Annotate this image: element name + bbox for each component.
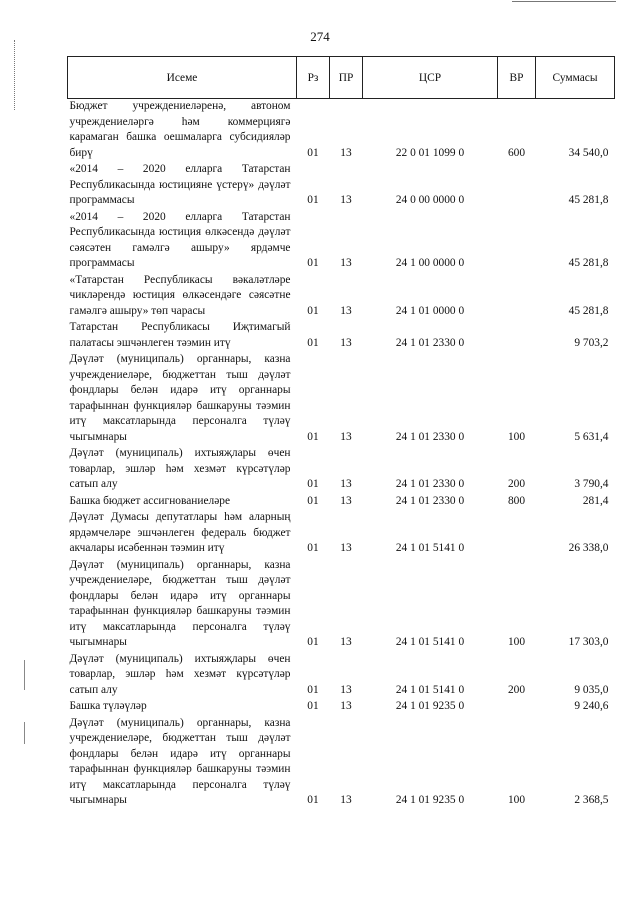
header-vr: ВР bbox=[498, 57, 536, 99]
row-rz-cell: 01 bbox=[307, 257, 319, 269]
scan-margin-marks bbox=[14, 40, 17, 110]
header-pr: ПР bbox=[330, 57, 363, 99]
header-csr: ЦСР bbox=[363, 57, 498, 99]
row-csr-cell: 24 1 01 9235 0 bbox=[395, 700, 465, 712]
row-vr-cell: 100 bbox=[507, 430, 526, 443]
page-number: 274 bbox=[310, 29, 330, 44]
row-sum-cell: 281,4 bbox=[582, 494, 609, 507]
row-rz-cell: 01 bbox=[307, 700, 319, 712]
row-csr-cell: 24 1 01 5141 0 bbox=[395, 636, 465, 648]
row-sum-cell: 9 703,2 bbox=[574, 336, 609, 349]
row-rz-cell: 01 bbox=[307, 494, 319, 507]
row-vr-cell: 100 bbox=[507, 794, 526, 806]
row-name-cell: Башка бюджет ассигнованиеләре bbox=[69, 494, 231, 507]
scan-margin-bar bbox=[24, 722, 25, 744]
row-rz-cell: 01 bbox=[307, 430, 319, 443]
row-pr-cell: 13 bbox=[340, 478, 352, 490]
row-rz-cell: 01 bbox=[307, 542, 319, 554]
row-name-cell: Дәүләт (муниципаль) ихтыяҗлары өчен товарлар, эшләр һәм хезмәт күрсәтүләр сатып алу bbox=[69, 652, 291, 696]
row-pr-cell: 13 bbox=[340, 257, 352, 269]
row-rz-cell: 01 bbox=[307, 636, 319, 648]
row-vr-cell bbox=[498, 320, 536, 352]
header-name: Исеме bbox=[68, 57, 297, 99]
table-row bbox=[68, 699, 615, 716]
row-name-cell: Башка түләүләр bbox=[69, 700, 147, 712]
row-name-cell: Татарстан Республикасы Иҗтимагый палатасы эшчәнлеген тәэмин итү bbox=[69, 321, 291, 349]
row-vr-cell: 800 bbox=[507, 494, 526, 507]
row-pr-cell: 13 bbox=[340, 146, 352, 159]
row-sum-cell: 26 338,0 bbox=[568, 542, 609, 554]
table-row bbox=[68, 352, 615, 446]
scan-margin-bar bbox=[24, 660, 25, 690]
row-pr-cell: 13 bbox=[340, 542, 352, 554]
row-name-cell: Бюджет учреждениеләренә, автоном учреждениеләргә һәм коммерциягә карамаган башка оешмаларга субсидияләр бирү bbox=[69, 100, 291, 159]
row-pr-cell: 13 bbox=[340, 636, 352, 648]
row-csr-cell: 24 1 01 0000 0 bbox=[395, 304, 465, 317]
row-csr-cell: 24 1 01 9235 0 bbox=[395, 794, 465, 806]
table-row bbox=[68, 320, 615, 352]
table-row bbox=[68, 162, 615, 210]
table-row bbox=[68, 99, 615, 163]
row-sum-cell: 17 303,0 bbox=[568, 636, 609, 648]
row-pr-cell: 13 bbox=[340, 700, 352, 712]
row-pr-cell: 13 bbox=[340, 304, 352, 317]
row-sum-cell: 34 540,0 bbox=[568, 146, 609, 159]
row-name-cell: Дәүләт (муниципаль) органнары, казна учреждениеләре, бюджеттан тыш дәүләт фондлары белән идарә итү органнары тарафыннан функцияләр башкаруны тәэмин итү максатларында персоналга түләү чыгымнары bbox=[69, 716, 291, 806]
row-sum-cell: 3 790,4 bbox=[574, 478, 609, 490]
row-csr-cell: 24 1 00 0000 0 bbox=[395, 257, 465, 269]
row-name-cell: Дәүләт (муниципаль) органнары, казна учреждениеләре, бюджеттан тыш дәүләт фондлары белән идарә итү органнары тарафыннан функцияләр башкаруны тәэмин итү максатларында персоналга түләү чыгымнары bbox=[69, 558, 291, 648]
row-pr-cell: 13 bbox=[340, 430, 352, 443]
row-pr-cell: 13 bbox=[340, 194, 352, 206]
row-name-cell: «2014 – 2020 елларга Татарстан Республикасында юстиция өлкәсендә дәүләт сәясәтен гамәлгә ашыру» ярдәмче программасы bbox=[69, 210, 291, 269]
table-row bbox=[68, 273, 615, 321]
row-sum-cell: 9 035,0 bbox=[574, 683, 609, 696]
row-csr-cell: 24 1 01 5141 0 bbox=[395, 683, 465, 696]
table-header-row bbox=[68, 57, 615, 99]
table-row bbox=[68, 494, 615, 511]
row-sum-cell: 5 631,4 bbox=[574, 430, 609, 443]
row-pr-cell: 13 bbox=[340, 683, 352, 696]
row-name-cell: Дәүләт (муниципаль) органнары, казна учреждениеләре, бюджеттан тыш дәүләт фондлары белән идарә итү органнары тарафыннан функцияләр башкаруны тәэмин итү максатларында персоналга түләү чыгымнары bbox=[69, 353, 291, 443]
row-csr-cell: 24 1 01 2330 0 bbox=[395, 494, 465, 507]
row-vr-cell: 200 bbox=[507, 683, 526, 696]
row-name-cell: Дәүләт Думасы депутатлары һәм аларның ярдәмчеләре эшчәнлеген федераль бюджет акчалары исәбеннән тәэмин итү bbox=[69, 511, 291, 554]
table-row bbox=[68, 558, 615, 652]
row-name-cell: «2014 – 2020 елларга Татарстан Республикасында юстицияне үстерү» дәүләт программасы bbox=[69, 163, 291, 206]
table-row bbox=[68, 652, 615, 700]
row-vr-cell: 100 bbox=[507, 636, 526, 648]
row-vr-cell bbox=[498, 510, 536, 558]
header-rz: Рз bbox=[297, 57, 330, 99]
scan-corner-line bbox=[512, 1, 616, 2]
table-row bbox=[68, 210, 615, 273]
row-vr-cell bbox=[498, 273, 536, 321]
row-csr-cell: 24 0 00 0000 0 bbox=[395, 194, 465, 206]
table-row bbox=[68, 446, 615, 494]
header-sum: Суммасы bbox=[536, 57, 615, 99]
row-csr-cell: 24 1 01 2330 0 bbox=[395, 336, 465, 349]
row-vr-cell: 600 bbox=[507, 146, 526, 159]
row-pr-cell: 13 bbox=[340, 494, 352, 507]
table-body bbox=[68, 99, 615, 810]
row-vr-cell bbox=[498, 210, 536, 273]
row-rz-cell: 01 bbox=[307, 194, 319, 206]
budget-table bbox=[67, 56, 615, 810]
table-row bbox=[68, 510, 615, 558]
row-vr-cell bbox=[498, 162, 536, 210]
row-rz-cell: 01 bbox=[307, 683, 319, 696]
row-rz-cell: 01 bbox=[307, 794, 319, 806]
row-name-cell: «Татарстан Республикасы вәкаләтләре чикләрендә юстиция өлкәсендәге сәясәтне гамәлгә ашыру» төп чарасы bbox=[69, 273, 291, 317]
table-row bbox=[68, 716, 615, 810]
row-csr-cell: 24 1 01 2330 0 bbox=[395, 478, 465, 490]
row-rz-cell: 01 bbox=[307, 478, 319, 490]
row-csr-cell: 24 1 01 2330 0 bbox=[395, 430, 465, 443]
row-sum-cell: 45 281,8 bbox=[568, 257, 609, 269]
row-csr-cell: 24 1 01 5141 0 bbox=[395, 542, 465, 554]
row-rz-cell: 01 bbox=[307, 336, 319, 349]
row-vr-cell bbox=[498, 699, 536, 716]
row-rz-cell: 01 bbox=[307, 304, 319, 317]
row-rz-cell: 01 bbox=[307, 146, 319, 159]
row-sum-cell: 9 240,6 bbox=[574, 700, 609, 712]
row-csr-cell: 22 0 01 1099 0 bbox=[395, 146, 465, 159]
row-pr-cell: 13 bbox=[340, 794, 352, 806]
row-sum-cell: 2 368,5 bbox=[574, 794, 609, 806]
row-vr-cell: 200 bbox=[507, 478, 526, 490]
row-sum-cell: 45 281,8 bbox=[568, 194, 609, 206]
row-sum-cell: 45 281,8 bbox=[568, 304, 609, 317]
row-name-cell: Дәүләт (муниципаль) ихтыяҗлары өчен товарлар, эшләр һәм хезмәт күрсәтүләр сатып алу bbox=[69, 447, 291, 490]
row-pr-cell: 13 bbox=[340, 336, 352, 349]
